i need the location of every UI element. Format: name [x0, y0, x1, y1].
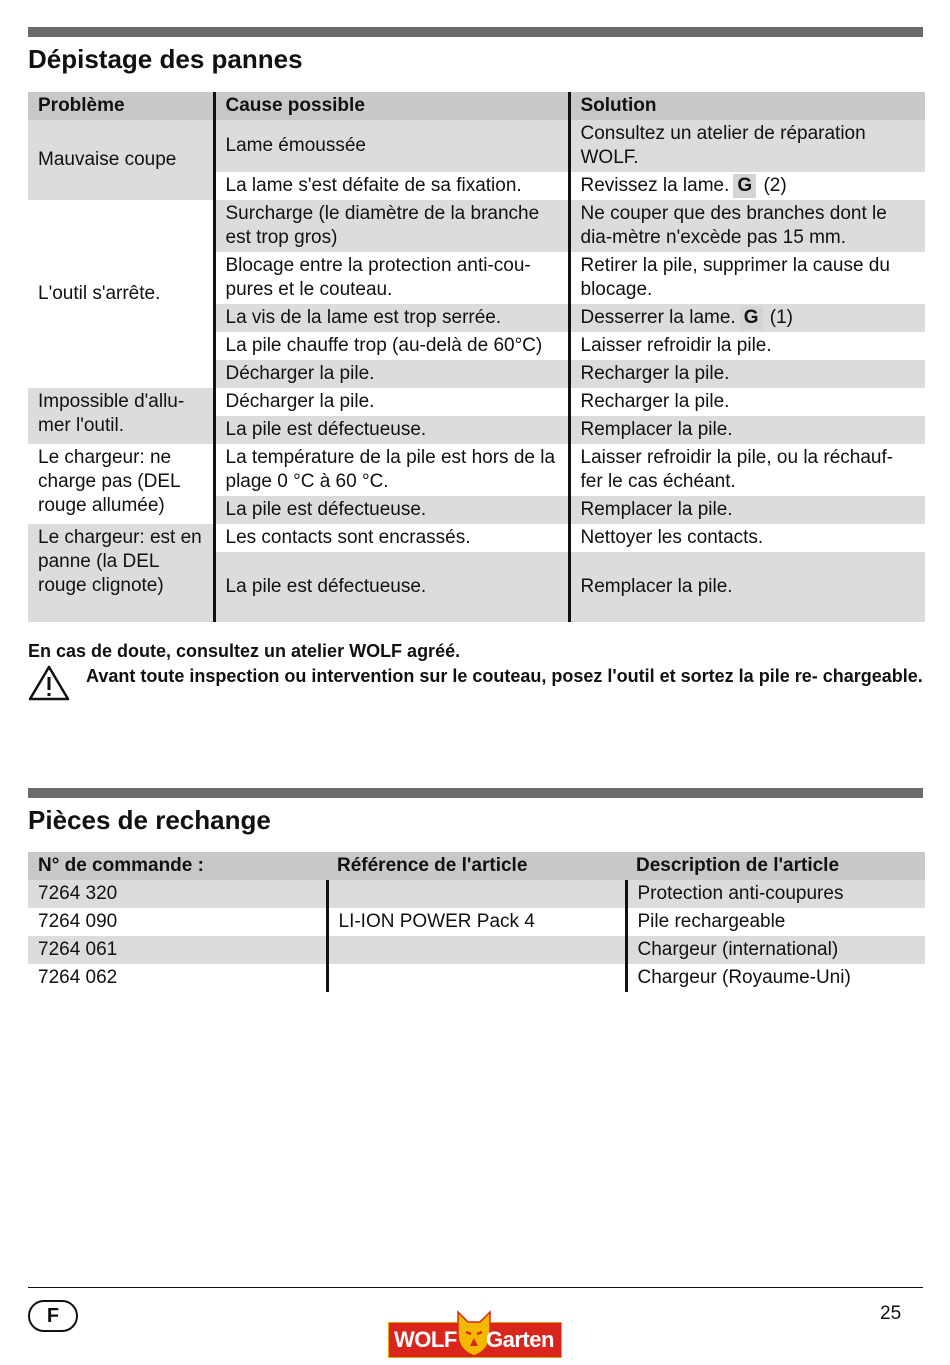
- cause-cell: Lame émoussée: [214, 120, 569, 172]
- solution-cell: [569, 304, 925, 332]
- table-header-row: [28, 92, 925, 120]
- article-description-cell: Chargeur (Royaume-Uni): [626, 964, 925, 992]
- table-row: [28, 388, 925, 416]
- solution-text: Desserrer la lame.: [580, 307, 736, 328]
- spare-parts-title: Pièces de rechange: [28, 805, 271, 835]
- table-row: [28, 120, 925, 172]
- solution-cell: Recharger la pile.: [569, 360, 925, 388]
- footer-rule: [28, 1287, 923, 1288]
- top-rule: [28, 27, 923, 37]
- order-number-cell: 7264 320: [28, 880, 327, 908]
- solution-text: Revissez la lame.: [580, 175, 730, 196]
- cause-cell: Surcharge (le diamètre de la branche est trop gros): [214, 200, 569, 252]
- solution-cell: Retirer la pile, supprimer la cause du blocage.: [569, 252, 925, 304]
- wolf-garten-logo: [388, 1306, 562, 1360]
- order-number-cell: 7264 061: [28, 936, 327, 964]
- solution-cell: Remplacer la pile.: [569, 496, 925, 524]
- problem-cell: L'outil s'arrête.: [28, 200, 214, 388]
- order-number-cell: 7264 062: [28, 964, 327, 992]
- cause-cell: La vis de la lame est trop serrée.: [214, 304, 569, 332]
- header-cause: Cause possible: [214, 92, 569, 120]
- doubt-note: En cas de doute, consultez un atelier WOLF agréé.: [28, 641, 461, 661]
- article-reference-cell: [327, 936, 626, 964]
- cause-cell: La pile est défectueuse.: [214, 496, 569, 524]
- table-row: [28, 200, 925, 252]
- solution-cell: Remplacer la pile.: [569, 416, 925, 444]
- solution-cell: Nettoyer les contacts.: [569, 524, 925, 552]
- solution-cell: Ne couper que des branches dont le dia-mètre n'excède pas 15 mm.: [569, 200, 925, 252]
- warning-text: Avant toute inspection ou intervention sur le couteau, posez l'outil et sortez la pile re- chargeable.: [86, 666, 923, 686]
- problem-cell: Le chargeur: ne charge pas (DEL rouge allumée): [28, 444, 214, 524]
- figure-ref-badge: G: [740, 306, 763, 330]
- cause-cell: Blocage entre la protection anti-cou- pures et le couteau.: [214, 252, 569, 304]
- warning-triangle-icon: [28, 664, 70, 702]
- language-badge: F: [28, 1300, 78, 1332]
- cause-cell: La température de la pile est hors de la plage 0 °C à 60 °C.: [214, 444, 569, 496]
- table-row: [28, 880, 925, 908]
- cause-cell: Décharger la pile.: [214, 388, 569, 416]
- spare-parts-rule: [28, 788, 923, 798]
- troubleshooting-title: Dépistage des pannes: [28, 44, 303, 74]
- cause-cell: La lame s'est défaite de sa fixation.: [214, 172, 569, 200]
- table-row: [28, 908, 925, 936]
- problem-cell: Le chargeur: est en panne (la DEL rouge clignote): [28, 524, 214, 622]
- spare-parts-table: [28, 852, 925, 992]
- cause-cell: La pile est défectueuse.: [214, 416, 569, 444]
- cause-cell: Décharger la pile.: [214, 360, 569, 388]
- header-solution: Solution: [569, 92, 925, 120]
- table-row: [28, 444, 925, 496]
- problem-cell: Mauvaise coupe: [28, 120, 214, 200]
- header-order-number: N° de commande :: [28, 852, 327, 880]
- solution-cell: Consultez un atelier de réparation WOLF.: [569, 120, 925, 172]
- header-problem: Problème: [28, 92, 214, 120]
- order-number-cell: 7264 090: [28, 908, 327, 936]
- table-row: [28, 524, 925, 552]
- article-reference-cell: LI-ION POWER Pack 4: [327, 908, 626, 936]
- article-description-cell: Pile rechargeable: [626, 908, 925, 936]
- article-reference-cell: [327, 964, 626, 992]
- cause-cell: La pile chauffe trop (au-delà de 60°C): [214, 332, 569, 360]
- header-article-reference: Référence de l'article: [327, 852, 626, 880]
- table-row: [28, 936, 925, 964]
- page-number: 25: [880, 1303, 902, 1324]
- figure-ref-badge: G: [733, 174, 756, 198]
- article-description-cell: Chargeur (international): [626, 936, 925, 964]
- figure-ref-number: (2): [763, 175, 787, 196]
- solution-cell: Recharger la pile.: [569, 388, 925, 416]
- table-header-row: [28, 852, 925, 880]
- solution-cell: [569, 172, 925, 200]
- article-reference-cell: [327, 880, 626, 908]
- logo-garten-text: Garten: [486, 1327, 554, 1352]
- solution-cell: Laisser refroidir la pile.: [569, 332, 925, 360]
- cause-cell: La pile est défectueuse.: [214, 552, 569, 622]
- table-row: [28, 964, 925, 992]
- cause-cell: Les contacts sont encrassés.: [214, 524, 569, 552]
- article-description-cell: Protection anti-coupures: [626, 880, 925, 908]
- solution-cell: Remplacer la pile.: [569, 552, 925, 622]
- header-article-description: Description de l'article: [626, 852, 925, 880]
- figure-ref-number: (1): [769, 307, 794, 328]
- solution-cell: Laisser refroidir la pile, ou la réchauf- fer le cas échéant.: [569, 444, 925, 496]
- logo-wolf-text: WOLF: [394, 1327, 457, 1352]
- problem-cell: Impossible d'allu- mer l'outil.: [28, 388, 214, 444]
- troubleshooting-table: [28, 92, 925, 622]
